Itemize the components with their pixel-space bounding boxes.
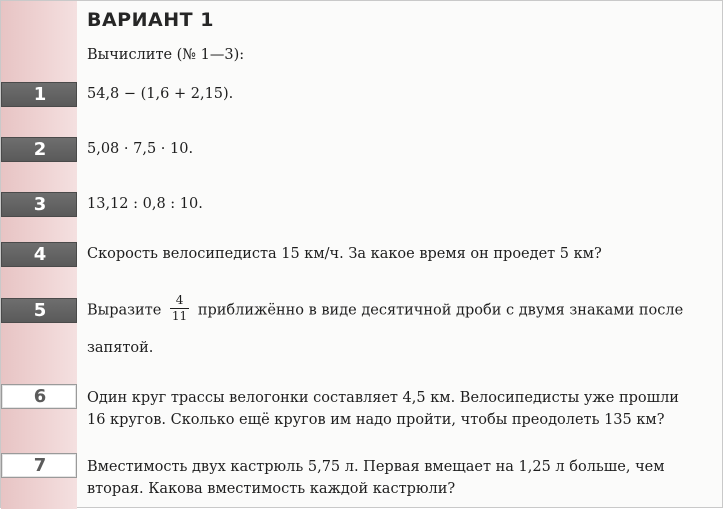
task-number-4: 4 [33,244,47,265]
task-5-text [87,293,712,325]
task-number-badge-3 [1,192,77,217]
task-number-badge-2 [1,137,77,162]
fraction-numerator: 4 [170,294,189,309]
fraction [170,294,189,323]
task-number-badge-5 [1,298,77,323]
task-7-text [87,456,712,500]
task-number-5: 5 [33,300,47,321]
task-1-text: 54,8 − (1,6 + 2,15). [87,86,234,102]
instructions-text: Вычислите (№ 1—3): [87,47,245,63]
task-number-3: 3 [33,194,47,215]
task-7-line-2: вторая. Какова вместимость каждой кастрюли? [87,481,456,497]
task-6-line-2: 16 кругов. Сколько ещё кругов им надо пройти, чтобы преодолеть 135 км? [87,412,665,428]
task-number-7: 7 [33,455,47,476]
page-title: ВАРИАНТ 1 [87,9,214,31]
task-number-badge-1 [1,82,77,107]
task-6-line-1: Один круг трассы велогонки составляет 4,5 км. Велосипедисты уже прошли [87,390,679,406]
task-3-text: 13,12 : 0,8 : 10. [87,196,203,212]
task-2-text: 5,08 · 7,5 · 10. [87,141,194,157]
task-5-text-after: приближённо в виде десятичной дроби с двумя знаками после [197,302,684,319]
task-number-badge-6 [1,384,77,409]
task-7-line-1: Вместимость двух кастрюль 5,75 л. Первая вмещает на 1,25 л больше, чем [87,459,665,475]
task-number-badge-4 [1,242,77,267]
task-4-text: Скорость велосипедиста 15 км/ч. За какое время он проедет 5 км? [87,246,602,262]
task-5-text-before: Выразите [87,302,162,319]
task-5-text-continuation: запятой. [87,340,154,356]
task-6-text [87,387,712,431]
task-number-6: 6 [33,386,47,407]
task-number-badge-7 [1,453,77,478]
task-number-1: 1 [33,84,47,105]
fraction-denominator: 11 [171,309,188,323]
task-number-2: 2 [33,139,47,160]
